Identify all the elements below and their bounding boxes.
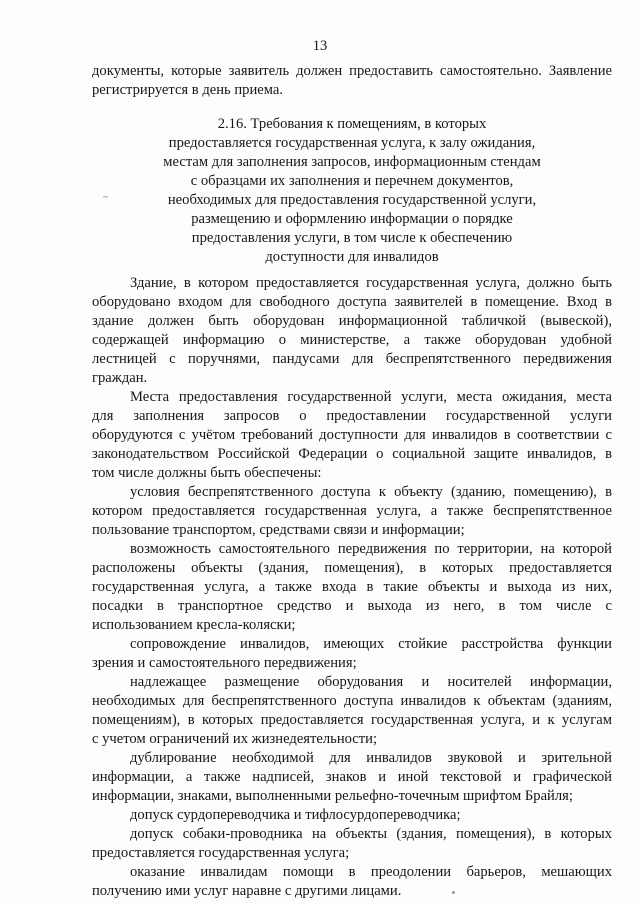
text-line: котором предоставляется государственная услуга, а также беспрепятственное: [92, 503, 612, 519]
text-line: с учетом ограничений их жизнедеятельности;: [92, 731, 378, 747]
text-line: здание должен быть оборудован информационной табличкой (вывеской),: [92, 313, 612, 329]
text-line: лестницей с поручнями, пандусами для беспрепятственного передвижения: [92, 351, 612, 367]
text-line: дублирование необходимой для инвалидов звуковой и зрительной: [130, 750, 612, 766]
text-line: предоставляется государственная услуга;: [92, 845, 350, 861]
text-line: допуск сурдопереводчика и тифлосурдопереводчика;: [130, 807, 461, 823]
text-line: государственная услуга, а также входа в такие объекты и выхода из них,: [92, 579, 612, 595]
text-line: получению ими услуг наравне с другими лицами.: [92, 883, 402, 899]
text-line: для заполнения запросов о предоставлении государственной услуги: [92, 408, 612, 424]
heading-line: местам для заполнения запросов, информационным стендам: [163, 154, 541, 170]
text-line: пользование транспортом, средствами связи и информации;: [92, 522, 465, 538]
text-line: расположены объекты (здания, помещения), в которых предоставляется: [92, 560, 612, 576]
text-line: зрения и самостоятельного передвижения;: [92, 655, 357, 671]
page-number: 13: [312, 38, 328, 54]
text-line: посадки в транспортное средство и выхода из него, в том числе с: [92, 598, 612, 614]
text-line: сопровождение инвалидов, имеющих стойкие расстройства функции: [130, 636, 612, 652]
scan-speck: ~: [103, 192, 108, 202]
text-line: регистрируется в день приема.: [92, 82, 284, 98]
text-line: допуск собаки-проводника на объекты (здания, помещения), в которых: [130, 826, 612, 842]
text-line: оборудовано входом для свободного доступа заявителей в помещение. Вход в: [92, 294, 612, 310]
heading-line: размещению и оформлению информации о порядке: [191, 211, 513, 227]
heading-line: предоставления услуги, в том числе к обеспечению: [191, 230, 513, 246]
text-line: содержащей информацию о министерстве, а также оборудован удобной: [92, 332, 612, 348]
heading-line: 2.16. Требования к помещениям, в которых: [217, 116, 487, 132]
text-line: том числе должны быть обеспечены:: [92, 465, 322, 481]
text-line: оказание инвалидам помощи в преодолении барьеров, мешающих: [130, 864, 612, 880]
heading-line: необходимых для предоставления государственной услуги,: [167, 192, 537, 208]
heading-line: с образцами их заполнения и перечнем документов,: [190, 173, 514, 189]
text-line: информации, знаками, выполненными рельефно-точечным шрифтом Брайля;: [92, 788, 573, 804]
text-line: граждан.: [92, 370, 148, 386]
text-line: использованием кресла-коляски;: [92, 617, 296, 633]
heading-line: предоставляется государственная услуга, к залу ожидания,: [168, 135, 536, 151]
heading-line: доступности для инвалидов: [265, 249, 439, 265]
text-line: Места предоставления государственной услуги, места ожидания, места: [130, 389, 612, 405]
text-line: условия беспрепятственного доступа к объекту (зданию, помещению), в: [130, 484, 612, 500]
text-line: законодательством Российской Федерации о социальной защите инвалидов, в: [92, 446, 612, 462]
text-line: необходимых для беспрепятственного доступа инвалидов к объектам (зданиям,: [92, 693, 612, 709]
text-line: оборудуются с учётом требований доступности для инвалидов в соответствии с: [92, 427, 612, 443]
scan-dot: [452, 891, 455, 894]
text-line: документы, которые заявитель должен предоставить самостоятельно. Заявление: [92, 63, 612, 79]
text-line: информации, а также надписей, знаков и иной текстовой и графической: [92, 769, 612, 785]
text-line: надлежащее размещение оборудования и носителей информации,: [130, 674, 612, 690]
text-line: помещениям), в которых предоставляется государственная услуга, и к услугам: [92, 712, 612, 728]
text-line: Здание, в котором предоставляется государственная услуга, должно быть: [130, 275, 612, 291]
text-line: возможность самостоятельного передвижения по территории, на которой: [130, 541, 612, 557]
